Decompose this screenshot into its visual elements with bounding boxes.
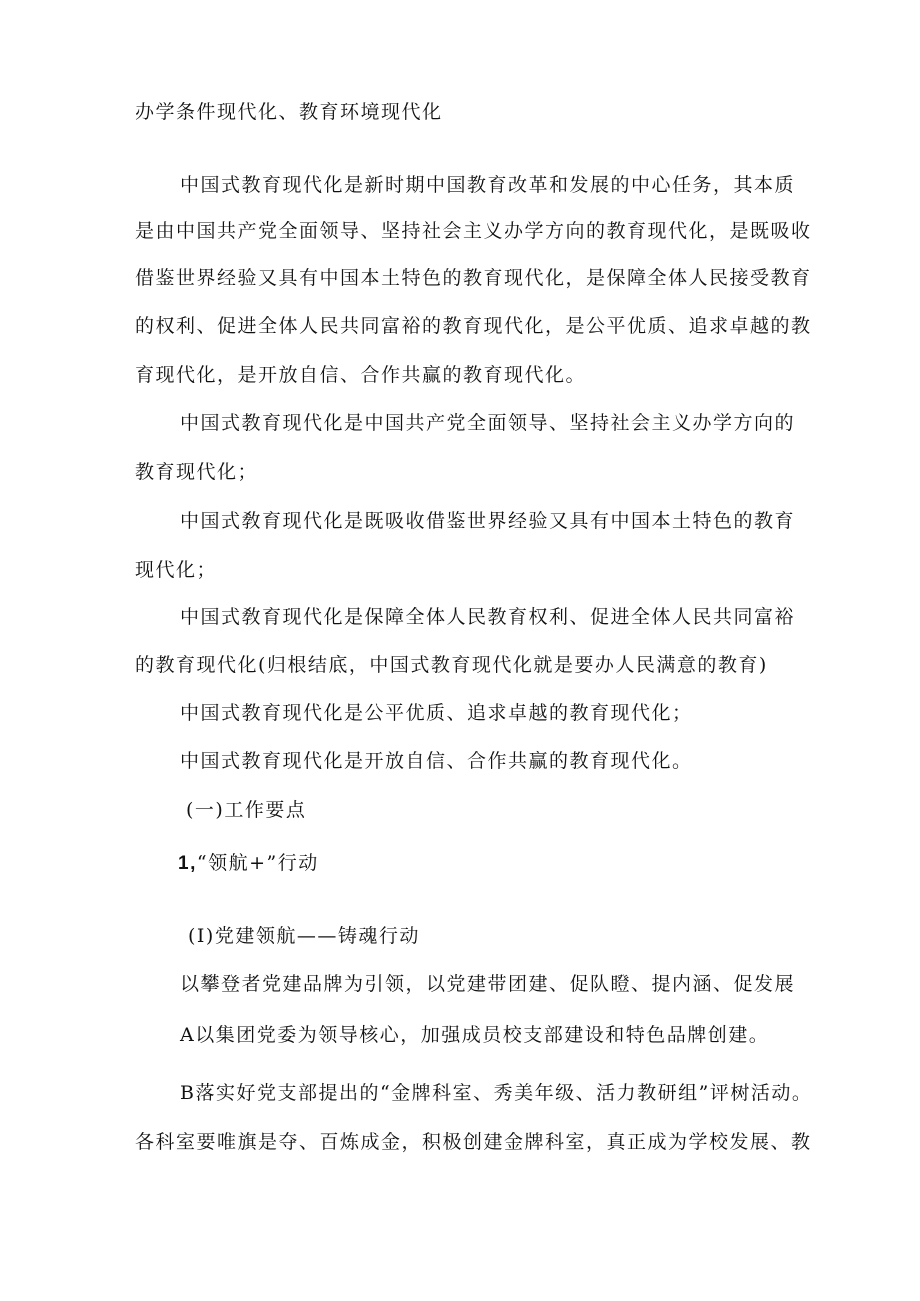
- section-heading: (一)工作要点: [186, 799, 307, 821]
- paragraph-line: 中国式教育现代化是中国共产党全面领导、坚持社会主义办学方向的: [180, 412, 796, 434]
- paragraph-line: 中国式敎育现代化是保障全体人民教育权利、促进全体人民共同富裕: [180, 606, 796, 628]
- paragraph-line: 教育现代化；: [135, 461, 259, 483]
- paragraph-line: A以集团党委为领导核心，加强成员校支部建设和特色品牌创建。: [180, 1024, 770, 1046]
- paragraph-line: 的权利、促进全体人民共同富裕的教育现代化，是公平优质、追求卓越的教: [135, 315, 812, 337]
- item-title: “领航+”行动: [196, 852, 319, 874]
- paragraph-line: 以攀登者党建品牌为引领，以党建带团建、促队瞪、提内涵、促发展: [180, 973, 796, 995]
- paragraph-line: 是由中国共产党全面领导、坚持社会主义办学方向的教育现代化，是既吸收: [135, 220, 812, 242]
- item-heading: [178, 850, 319, 877]
- heading-line: 办学条件现代化、教育环境现代化: [135, 101, 443, 123]
- paragraph-line: 中国式教育现代化是新时期中国教育改革和发展的中心任务，其本质: [180, 174, 796, 196]
- paragraph-line: 育现代化，是开放自信、合作共赢的教育现代化。: [135, 364, 587, 386]
- paragraph-line: 中国式敎育现代化是既吸收借鉴世界经验又具有中国本土特色的教育: [180, 510, 796, 532]
- paragraph-line: 现代化；: [135, 559, 218, 581]
- item-number: 1,: [178, 853, 197, 874]
- paragraph-line: 的教育现代化(归根结底，中国式教育现代化就是要办人民满意的教育): [135, 654, 768, 676]
- paragraph-line: B落实好党支部提出的“金牌科室、秀美年级、活力教研组”评树活动。: [180, 1082, 813, 1104]
- paragraph-line: 借鉴世界经验又具有中国本土特色的教育现代化，是保障全体人民接受教育: [135, 267, 812, 289]
- subitem-heading: (I)党建领航——铸魂行动: [188, 925, 420, 947]
- paragraph-line: 各科室要唯旗是夺、百炼成金，积极创建金牌科室，真正成为学校发展、教: [135, 1131, 812, 1153]
- paragraph-line: 中国式教育现代化是开放自信、合作共赢的教育现代化。: [180, 750, 693, 772]
- paragraph-line: 中国式教育现代化是公平优质、追求卓越的教育现代化；: [180, 702, 693, 724]
